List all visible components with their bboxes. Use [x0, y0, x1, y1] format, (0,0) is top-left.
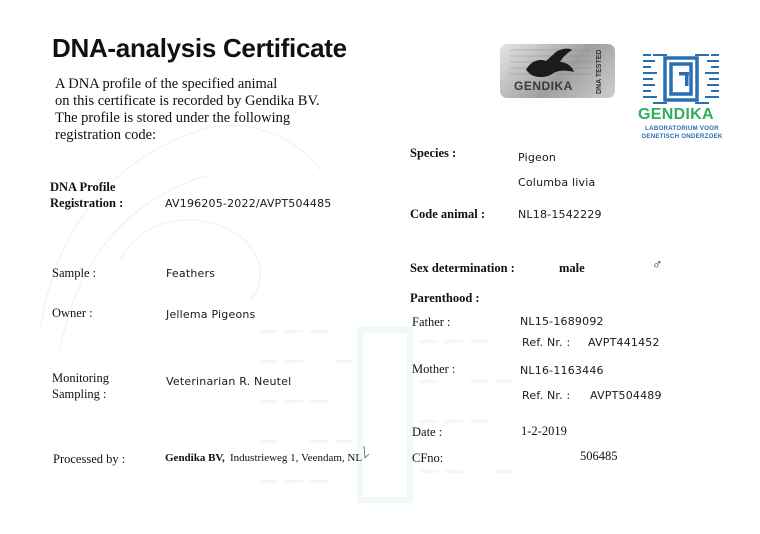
- species-label: Species :: [410, 146, 457, 160]
- intro-line-1: A DNA profile of the specified animal: [55, 76, 278, 92]
- intro-line-3: The profile is stored under the following: [55, 110, 291, 126]
- owner-value: Jellema Pigeons: [166, 308, 256, 321]
- sample-value: Feathers: [166, 267, 216, 280]
- mother-value: NL16-1163446: [520, 364, 604, 377]
- registration-value: AV196205-2022/AVPT504485: [165, 197, 332, 210]
- processed-by-name: Gendika BV,: [165, 452, 225, 464]
- sample-label: Sample :: [52, 266, 97, 280]
- processed-by-label: Processed by :: [53, 452, 126, 466]
- dna-tested-badge: [500, 44, 615, 98]
- monitoring-value: Veterinarian R. Neutel: [166, 375, 292, 388]
- species-value: Pigeon: [518, 151, 557, 164]
- cfno-value: 506485: [580, 449, 618, 463]
- parenthood-label: Parenthood :: [410, 291, 480, 305]
- intro-line-2: on this certificate is recorded by Gendika BV.: [55, 93, 320, 109]
- father-value: NL15-1689092: [520, 315, 604, 328]
- logo-brand-name: GENDIKA: [638, 106, 714, 123]
- registration-label: Registration :: [50, 196, 124, 210]
- page-title: DNA-analysis Certificate: [52, 33, 347, 63]
- badge-side-text: DNA TESTED: [596, 49, 603, 95]
- logo-subtitle: [634, 125, 730, 141]
- father-ref-label: Ref. Nr. :: [522, 336, 571, 349]
- species-latin: Columba livia: [518, 176, 596, 189]
- logo-subtitle-line-2: GENETISCH ONDERZOEK: [641, 133, 723, 140]
- processed-by-address: Industrieweg 1, Veendam, NL: [230, 452, 363, 464]
- gendika-logo-icon: [641, 50, 721, 106]
- code-animal-label: Code animal :: [410, 207, 485, 221]
- pigeon-icon: [500, 44, 600, 84]
- monitoring-label-line-2: Sampling :: [52, 387, 107, 401]
- father-ref-value: AVPT441452: [588, 336, 660, 349]
- badge-brand-text: GENDIKA: [514, 79, 573, 93]
- date-label: Date :: [412, 425, 443, 439]
- mother-ref-value: AVPT504489: [590, 389, 662, 402]
- mother-label: Mother :: [412, 362, 456, 376]
- sex-determination-label: Sex determination :: [410, 261, 515, 275]
- father-label: Father :: [412, 315, 451, 329]
- code-animal-value: NL18-1542229: [518, 208, 602, 221]
- date-value: 1-2-2019: [521, 424, 567, 438]
- monitoring-label-line-1: Monitoring: [52, 371, 109, 385]
- sex-value: male: [559, 261, 585, 275]
- pen-mark: [362, 444, 372, 462]
- intro-line-4: registration code:: [55, 127, 157, 143]
- logo-subtitle-line-1: LABORATORIUM VOOR: [645, 125, 719, 132]
- owner-label: Owner :: [52, 306, 93, 320]
- cfno-label: CFno:: [412, 451, 444, 465]
- mother-ref-label: Ref. Nr. :: [522, 389, 571, 402]
- male-symbol-icon: ♂: [652, 258, 663, 273]
- dna-profile-label: DNA Profile: [50, 180, 116, 194]
